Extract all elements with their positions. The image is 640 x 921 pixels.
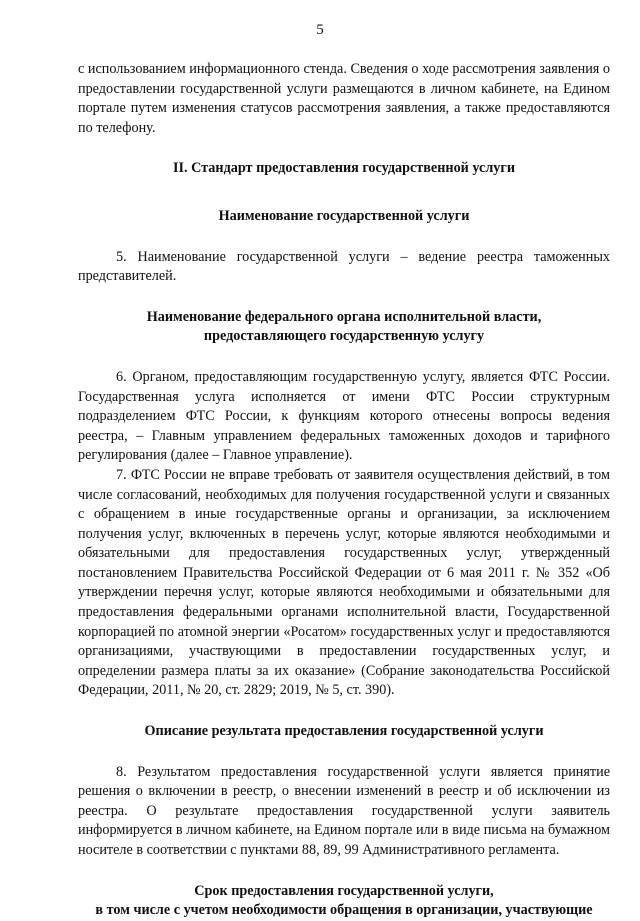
paragraph-6: 6. Органом, предоставляющим государственную услугу, является ФТС России. Государственная услуга исполняется от имени ФТС России структурным подразделением ФТС России, к функциям которого отнесены вопросы ведения реестра, – Главным управлением федеральных таможенных доходов и тарифного регулирования (далее – Главное управление). <box>78 368 610 464</box>
paragraph-intro: с использованием информационного стенда. Сведения о ходе рассмотрения заявления о предоставлении государственной услуги размещаются в личном кабинете, на Едином портале путем изменения статусов рассмотрения заявления, а также предоставляются по телефону. <box>78 61 610 136</box>
subheading-result: Описание результата предоставления государственной услуги <box>144 723 544 740</box>
subheading-term-line-1: Срок предоставления государственной услуги, <box>194 882 494 899</box>
paragraph-8: 8. Результатом предоставления государственной услуги является принятие решения о включении в реестр, о внесении изменений в реестр и об исключении из реестра. О результате предоставления государственной услуги заявитель информируется в личном кабинете, на Едином портале или в виде письма на бумажном носителе в соответствии с пунктами 88, 89, 99 Административного регламента. <box>78 763 610 858</box>
section-heading-standard: II. Стандарт предоставления государственной услуги <box>172 160 516 177</box>
paragraph-5: 5. Наименование государственной услуги – ведение реестра таможенных представителей. <box>78 248 610 285</box>
page-number: 5 <box>316 22 324 38</box>
paragraph-7: 7. ФТС России не вправе требовать от заявителя осуществления действий, в том числе согласований, необходимых для получения государственной услуги и связанных с обращением в иные государственные органы и организации, за исключением получения услуг, включенных в перечень услуг, которые являются необходимыми и обязательными для предоставления государственных услуг, утвержденный постановлением Правительства Российской Федерации от 6 мая 2011 г. № 352 «Об утверждении перечня услуг, которые являются необходимыми и обязательными для предоставления федеральными органами исполнительной власти, Государственной корпорацией по атомной энергии «Росатом» государственных услуг и предоставляются организациями, участвующими в предоставлении государственных услуг, и определении размера платы за их оказание» (Собрание законодательства Российской Федерации, 2011, № 20, ст. 2829; 2019, № 5, ст. 390). <box>78 466 610 699</box>
subheading-term-line-2: в том числе с учетом необходимости обращения в организации, участвующие <box>95 902 593 919</box>
subheading-authority-line-2: предоставляющего государственную услугу <box>203 328 485 345</box>
subheading-authority-line-1: Наименование федерального органа исполнительной власти, <box>146 308 542 325</box>
document-body <box>78 60 610 921</box>
subheading-service-name: Наименование государственной услуги <box>218 207 470 224</box>
